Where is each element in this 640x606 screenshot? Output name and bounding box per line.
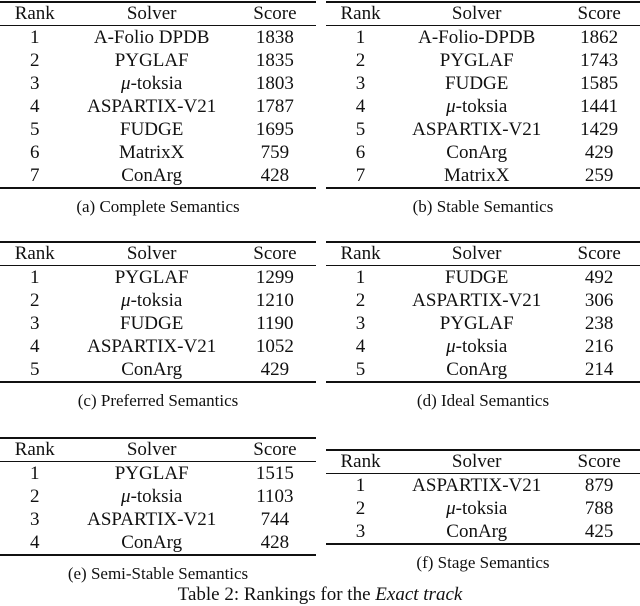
score-cell: 492 — [584, 267, 614, 288]
solver-name-suffix: -toksia — [130, 486, 183, 507]
table-row — [0, 26, 316, 50]
solver-cell: ASPARTIX-V21 — [412, 119, 542, 140]
mu-symbol: μ — [121, 290, 131, 311]
table-row — [326, 497, 640, 520]
table-caption — [0, 584, 640, 606]
solver-cell: ASPARTIX-V21 — [412, 290, 542, 311]
solver-cell — [395, 497, 558, 520]
solver-cell: ConArg — [446, 521, 508, 542]
caption-text: Table 2: Rankings for the — [177, 584, 376, 605]
rank-cell: 2 — [355, 290, 366, 311]
solver-cell: PYGLAF — [114, 267, 189, 288]
table-row — [0, 358, 316, 382]
solver-cell: ConArg — [446, 359, 508, 380]
rank-cell: 5 — [355, 359, 366, 380]
column-header: Solver — [70, 242, 234, 266]
rank-cell: 4 — [30, 532, 40, 553]
table-row — [326, 26, 640, 50]
score-cell: 1299 — [255, 267, 294, 288]
subtable-caption: (d) Ideal Semantics — [416, 391, 550, 410]
rank-cell: 3 — [30, 73, 40, 94]
rank-cell: 1 — [355, 27, 366, 48]
rank-cell: 4 — [30, 96, 40, 117]
table-row — [0, 49, 316, 72]
rank-cell: 7 — [30, 165, 40, 186]
column-header: Solver — [70, 2, 234, 26]
table-row — [326, 49, 640, 72]
solver-name-suffix: -toksia — [130, 73, 183, 94]
score-cell: 1743 — [580, 50, 619, 71]
score-cell: 1838 — [255, 27, 294, 48]
score-cell: 1515 — [255, 463, 294, 484]
solver-name-suffix: -toksia — [130, 290, 183, 311]
rank-cell: 3 — [355, 521, 366, 542]
ranking-table — [326, 1, 640, 189]
table-row — [0, 118, 316, 141]
rank-cell: 6 — [30, 142, 40, 163]
table-row — [0, 289, 316, 312]
solver-cell: ConArg — [121, 359, 183, 380]
solver-cell: FUDGE — [120, 313, 184, 334]
header-row — [326, 2, 640, 26]
solver-cell: PYGLAF — [114, 463, 189, 484]
solver-cell: ASPARTIX-V21 — [87, 509, 217, 530]
table-row — [0, 141, 316, 164]
subtable-caption: (c) Preferred Semantics — [77, 391, 239, 410]
rank-cell: 2 — [30, 290, 40, 311]
solver-cell: MatrixX — [118, 142, 185, 163]
rank-cell: 5 — [355, 119, 366, 140]
score-cell: 429 — [260, 359, 290, 380]
score-cell: 259 — [584, 165, 614, 186]
rank-cell: 4 — [355, 96, 366, 117]
table-row — [326, 164, 640, 188]
header-row — [0, 242, 316, 266]
rank-cell: 1 — [355, 475, 366, 496]
table-row — [0, 266, 316, 290]
table-stable-semantics — [326, 1, 640, 217]
mu-symbol: μ — [121, 486, 131, 507]
mu-symbol: μ — [121, 73, 131, 94]
table-row — [326, 520, 640, 544]
solver-name-suffix: -toksia — [455, 498, 508, 519]
column-header: Score — [558, 450, 640, 474]
solver-cell: ConArg — [446, 142, 508, 163]
column-header: Rank — [326, 242, 395, 266]
solver-cell: PYGLAF — [114, 50, 189, 71]
rank-cell: 4 — [355, 336, 366, 357]
column-header: Solver — [395, 242, 558, 266]
solver-cell: ASPARTIX-V21 — [87, 96, 217, 117]
rank-cell: 2 — [30, 486, 40, 507]
table-stage-semantics — [326, 449, 640, 573]
score-cell: 214 — [584, 359, 614, 380]
column-header: Rank — [326, 2, 395, 26]
score-cell: 1210 — [255, 290, 294, 311]
rank-cell: 1 — [30, 27, 40, 48]
table-row — [326, 474, 640, 498]
score-cell: 1052 — [255, 336, 294, 357]
table-row — [0, 531, 316, 555]
score-cell: 879 — [584, 475, 614, 496]
mu-symbol: μ — [446, 498, 456, 519]
column-header: Score — [234, 438, 316, 462]
score-cell: 759 — [260, 142, 290, 163]
table-row — [0, 335, 316, 358]
score-cell: 238 — [584, 313, 614, 334]
score-cell: 428 — [260, 532, 290, 553]
score-cell: 1787 — [255, 96, 294, 117]
ranking-table — [326, 241, 640, 383]
score-cell: 1103 — [256, 486, 294, 507]
score-cell: 744 — [260, 509, 290, 530]
subtable-caption: (f) Stage Semantics — [416, 553, 550, 572]
mu-symbol: μ — [446, 336, 456, 357]
table-row — [326, 358, 640, 382]
rank-cell: 2 — [30, 50, 40, 71]
score-cell: 1803 — [255, 73, 294, 94]
solver-cell: ConArg — [121, 165, 183, 186]
ranking-table — [0, 1, 316, 189]
table-row — [0, 72, 316, 95]
table-row — [0, 312, 316, 335]
score-cell: 1429 — [580, 119, 619, 140]
score-cell: 1695 — [255, 119, 294, 140]
table-row — [326, 118, 640, 141]
ranking-table — [0, 437, 316, 556]
mu-symbol: μ — [446, 96, 456, 117]
table-row — [326, 312, 640, 335]
score-cell: 1190 — [256, 313, 294, 334]
rank-cell: 7 — [355, 165, 366, 186]
header-row — [326, 450, 640, 474]
table-row — [0, 485, 316, 508]
solver-cell: PYGLAF — [439, 313, 514, 334]
column-header: Score — [558, 2, 640, 26]
solver-cell — [70, 72, 234, 95]
rank-cell: 1 — [30, 267, 40, 288]
rank-cell: 5 — [30, 359, 40, 380]
solver-cell: ASPARTIX-V21 — [412, 475, 542, 496]
solver-cell: MatrixX — [444, 165, 510, 186]
column-header: Rank — [0, 2, 70, 26]
header-row — [0, 2, 316, 26]
score-cell: 1441 — [580, 96, 619, 117]
rank-cell: 3 — [30, 313, 40, 334]
solver-cell — [70, 485, 234, 508]
solver-name-suffix: -toksia — [455, 336, 508, 357]
solver-cell — [395, 335, 558, 358]
rank-cell: 3 — [30, 509, 40, 530]
column-header: Solver — [395, 2, 558, 26]
rank-cell: 1 — [30, 463, 40, 484]
caption-emphasis: Exact track — [375, 584, 463, 605]
solver-cell: ASPARTIX-V21 — [87, 336, 217, 357]
solver-cell: ConArg — [121, 532, 183, 553]
solver-cell: A-Folio-DPDB — [418, 27, 536, 48]
table-row — [326, 289, 640, 312]
rank-cell: 6 — [355, 142, 366, 163]
table-row — [326, 141, 640, 164]
subtable-caption: (b) Stable Semantics — [412, 197, 554, 216]
solver-cell — [395, 95, 558, 118]
column-header: Score — [558, 242, 640, 266]
table-row — [0, 164, 316, 188]
solver-cell: FUDGE — [120, 119, 184, 140]
score-cell: 1835 — [255, 50, 294, 71]
column-header: Rank — [0, 438, 70, 462]
table-row — [326, 266, 640, 290]
table-row — [0, 95, 316, 118]
score-cell: 428 — [260, 165, 290, 186]
score-cell: 788 — [584, 498, 614, 519]
column-header: Score — [234, 2, 316, 26]
solver-cell: PYGLAF — [439, 50, 514, 71]
column-header: Solver — [70, 438, 234, 462]
score-cell: 429 — [584, 142, 614, 163]
table-row — [0, 508, 316, 531]
table-semi-stable-semantics — [0, 437, 316, 584]
solver-cell: FUDGE — [445, 73, 509, 94]
rank-cell: 3 — [355, 313, 366, 334]
rank-cell: 2 — [355, 50, 366, 71]
score-cell: 306 — [584, 290, 614, 311]
column-header: Solver — [395, 450, 558, 474]
column-header: Rank — [326, 450, 395, 474]
solver-name-suffix: -toksia — [455, 96, 508, 117]
table-row — [326, 335, 640, 358]
score-cell: 425 — [584, 521, 614, 542]
ranking-table — [0, 241, 316, 383]
table-preferred-semantics — [0, 241, 316, 411]
header-row — [0, 438, 316, 462]
score-cell: 1862 — [580, 27, 619, 48]
column-header: Rank — [0, 242, 70, 266]
solver-cell: A-Folio DPDB — [93, 27, 210, 48]
rank-cell: 1 — [355, 267, 366, 288]
rank-cell: 4 — [30, 336, 40, 357]
table-row — [326, 72, 640, 95]
column-header: Score — [234, 242, 316, 266]
solver-cell: FUDGE — [445, 267, 509, 288]
table-row — [326, 95, 640, 118]
score-cell: 216 — [584, 336, 614, 357]
table-ideal-semantics — [326, 241, 640, 411]
subtable-caption: (e) Semi-Stable Semantics — [67, 564, 249, 583]
solver-cell — [70, 289, 234, 312]
score-cell: 1585 — [580, 73, 619, 94]
ranking-table — [326, 449, 640, 545]
table-row — [0, 462, 316, 486]
rank-cell: 5 — [30, 119, 40, 140]
header-row — [326, 242, 640, 266]
rank-cell: 3 — [355, 73, 366, 94]
subtable-caption: (a) Complete Semantics — [76, 197, 240, 216]
table-complete-semantics — [0, 1, 316, 217]
rank-cell: 2 — [355, 498, 366, 519]
